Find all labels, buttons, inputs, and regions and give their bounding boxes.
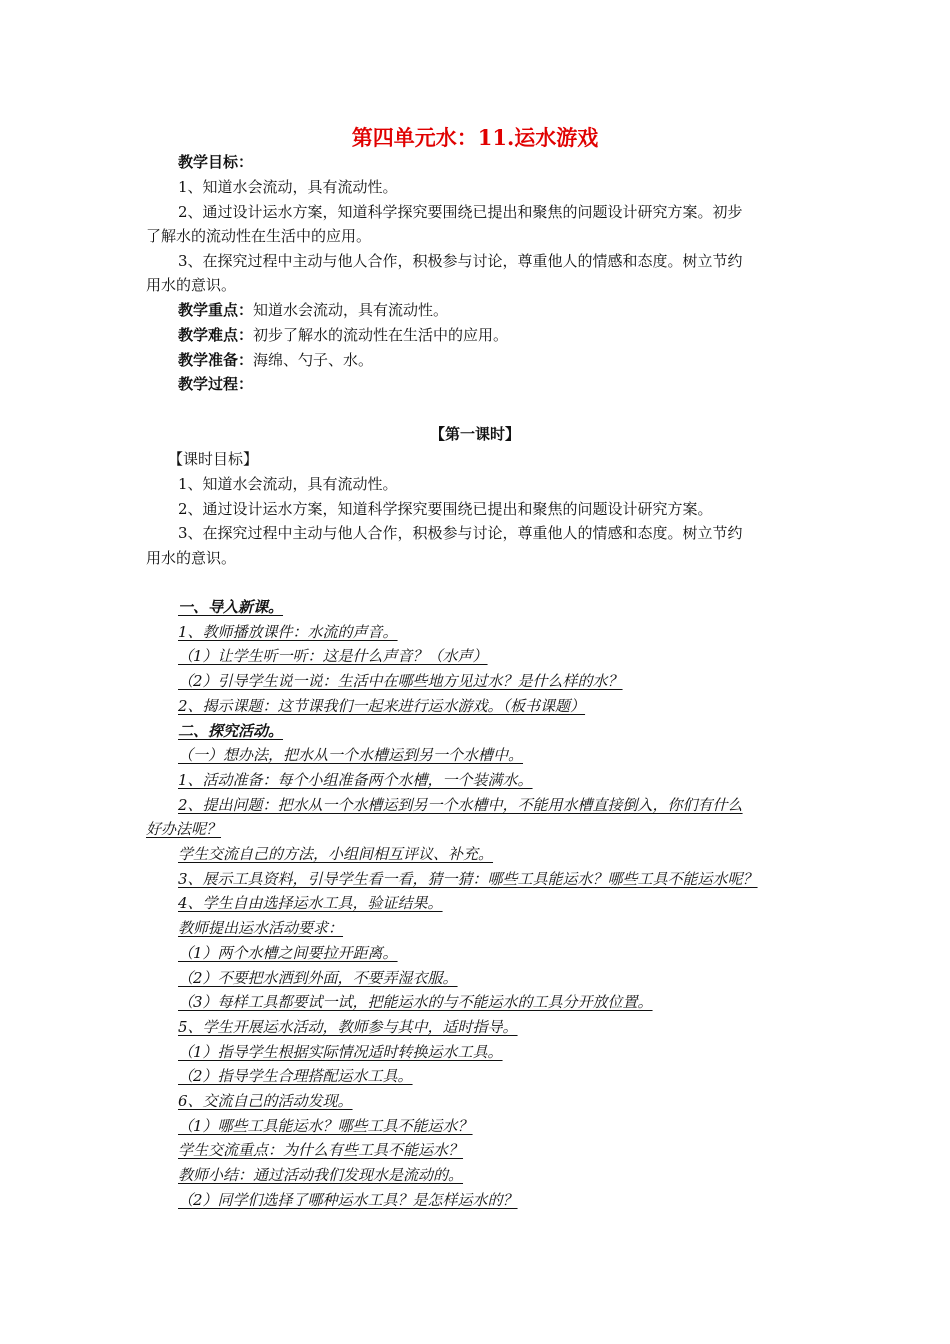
difficulty-text: 初步了解水的流动性在生活中的应用。 bbox=[253, 326, 509, 344]
step-line: 1、活动准备：每个小组准备两个水槽，一个装满水。 bbox=[178, 771, 533, 789]
objective-line: 了解水的流动性在生活中的应用。 bbox=[146, 227, 372, 245]
process-heading: 教学过程： bbox=[178, 375, 254, 393]
lesson-objective-line: 2、通过设计运水方案，知道科学探究要围绕已提出和聚焦的问题设计研究方案。 bbox=[178, 500, 713, 518]
lesson-objectives-heading: 【课时目标】 bbox=[168, 450, 259, 468]
step-line: （1）指导学生根据实际情况适时转换运水工具。 bbox=[178, 1043, 503, 1061]
step-line: 学生交流自己的方法，小组间相互评议、补充。 bbox=[178, 845, 494, 863]
step-line: 2、提出问题：把水从一个水槽运到另一个水槽中，不能用水槽直接倒入，你们有什么 bbox=[178, 796, 743, 814]
step-line: （1）两个水槽之间要拉开距离。 bbox=[178, 944, 398, 962]
key-point bbox=[178, 300, 448, 320]
objective-line: 2、通过设计运水方案，知道科学探究要围绕已提出和聚焦的问题设计研究方案。初步 bbox=[178, 203, 743, 221]
objectives-heading: 教学目标： bbox=[178, 153, 254, 171]
lesson-objective-line: 3、在探究过程中主动与他人合作，积极参与讨论，尊重他人的情感和态度。树立节约 bbox=[178, 524, 743, 542]
lesson-objective-line: 1、知道水会流动，具有流动性。 bbox=[178, 475, 398, 493]
section-heading: 一、导入新课。 bbox=[178, 598, 284, 616]
step-line: 4、学生自由选择运水工具，验证结果。 bbox=[178, 894, 443, 912]
step-line: 6、交流自己的活动发现。 bbox=[178, 1092, 353, 1110]
step-line: 好办法呢？ bbox=[146, 820, 222, 838]
step-line: 教师小结：通过活动我们发现水是流动的。 bbox=[178, 1166, 464, 1184]
difficulty-label: 教学难点： bbox=[178, 326, 254, 344]
preparation bbox=[178, 350, 373, 370]
objective-line: 用水的意识。 bbox=[146, 276, 237, 294]
section-heading: 二、探究活动。 bbox=[178, 722, 284, 740]
step-line: （3）每样工具都要试一试，把能运水的与不能运水的工具分开放位置。 bbox=[178, 993, 653, 1011]
step-line: 2、揭示课题：这节课我们一起来进行运水游戏。（板书课题） bbox=[178, 697, 586, 715]
step-line: （1）哪些工具能运水？哪些工具不能运水？ bbox=[178, 1117, 473, 1135]
preparation-text: 海绵、勺子、水。 bbox=[253, 351, 374, 369]
step-line: 教师提出运水活动要求： bbox=[178, 919, 344, 937]
objective-line: 3、在探究过程中主动与他人合作，积极参与讨论，尊重他人的情感和态度。树立节约 bbox=[178, 252, 743, 270]
document-title: 第四单元水：11.运水游戏 bbox=[351, 125, 599, 150]
difficulty bbox=[178, 325, 508, 345]
step-line: （1）让学生听一听：这是什么声音？（水声） bbox=[178, 647, 488, 665]
step-line: （2）指导学生合理搭配运水工具。 bbox=[178, 1067, 413, 1085]
step-line: 5、学生开展运水活动，教师参与其中，适时指导。 bbox=[178, 1018, 518, 1036]
key-point-label: 教学重点： bbox=[178, 301, 254, 319]
preparation-label: 教学准备： bbox=[178, 351, 254, 369]
lesson-heading: 【第一课时】 bbox=[429, 425, 520, 443]
step-line: （2）同学们选择了哪种运水工具？是怎样运水的？ bbox=[178, 1191, 518, 1209]
step-line: 3、展示工具资料，引导学生看一看，猜一猜：哪些工具能运水？哪些工具不能运水呢？ bbox=[178, 870, 758, 888]
key-point-text: 知道水会流动，具有流动性。 bbox=[253, 301, 449, 319]
step-line: （2）不要把水洒到外面，不要弄湿衣服。 bbox=[178, 969, 458, 987]
step-line: 学生交流重点：为什么有些工具不能运水？ bbox=[178, 1141, 464, 1159]
step-line: （一）想办法，把水从一个水槽运到另一个水槽中。 bbox=[178, 746, 524, 764]
step-line: 1、教师播放课件：水流的声音。 bbox=[178, 623, 398, 641]
objective-line: 1、知道水会流动，具有流动性。 bbox=[178, 178, 398, 196]
lesson-objective-line: 用水的意识。 bbox=[146, 549, 237, 567]
step-line: （2）引导学生说一说：生活中在哪些地方见过水？是什么样的水？ bbox=[178, 672, 623, 690]
